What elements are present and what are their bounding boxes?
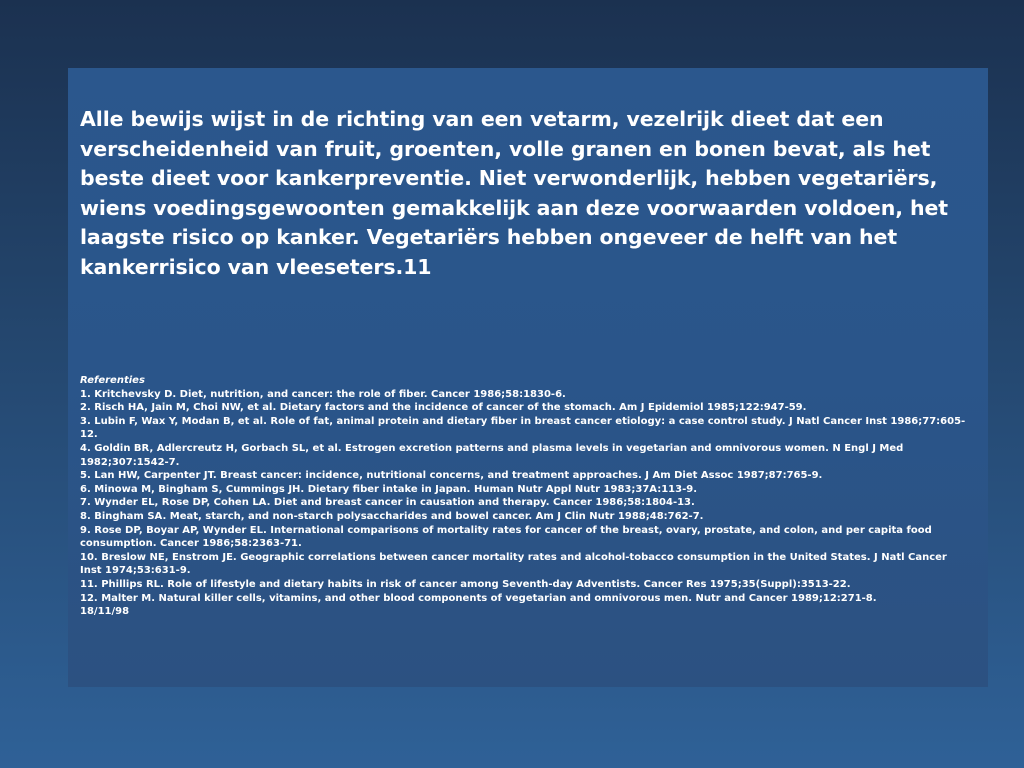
references-section [80, 374, 970, 619]
reference-item: 6. Minowa M, Bingham S, Cummings JH. Dietary fiber intake in Japan. Human Nutr Appl Nutr 1983;37A:113-9. [80, 483, 697, 495]
reference-item: 11. Phillips RL. Role of lifestyle and dietary habits in risk of cancer among Seventh-day Adventists. Cancer Res 1975;35(Suppl):3513-22. [80, 578, 851, 590]
references-list [80, 388, 970, 606]
references-heading: Referenties [80, 375, 145, 386]
slide-content-panel [68, 68, 988, 687]
reference-item: 9. Rose DP, Boyar AP, Wynder EL. International comparisons of mortality rates for cancer of the breast, ovary, prostate, and colon, and per capita food consumption. Cancer 1986;58:2363-71. [80, 524, 932, 550]
reference-item: 7. Wynder EL, Rose DP, Cohen LA. Diet and breast cancer in causation and therapy. Cancer 1986;58:1804-13. [80, 497, 695, 509]
reference-item: 4. Goldin BR, Adlercreutz H, Gorbach SL, et al. Estrogen excretion patterns and plasma levels in vegetarian and omnivorous women. N Engl J Med 1982;307:1542-7. [80, 442, 904, 468]
reference-item: 8. Bingham SA. Meat, starch, and non-starch polysaccharides and bowel cancer. Am J Clin Nutr 1988;48:762-7. [80, 510, 704, 522]
reference-item: 2. Risch HA, Jain M, Choi NW, et al. Dietary factors and the incidence of cancer of the stomach. Am J Epidemiol 1985;122:947-59. [80, 402, 807, 414]
slide-date: 18/11/98 [80, 606, 130, 618]
reference-item: 10. Breslow NE, Enstrom JE. Geographic correlations between cancer mortality rates and alcohol-tobacco consumption in the United States. J Natl Cancer Inst 1974;53:631-9. [80, 551, 947, 577]
reference-item: 5. Lan HW, Carpenter JT. Breast cancer: incidence, nutritional concerns, and treatment approaches. J Am Diet Assoc 1987;87:765-9. [80, 470, 823, 482]
main-statement: Alle bewijs wijst in de richting van een vetarm, vezelrijk dieet dat een verscheidenheid van fruit, groenten, volle granen en bonen bevat, als het beste dieet voor kankerpreventie. Niet verwonderlijk, hebben vegetariërs, wiens voedingsgewoonten gemakkelijk aan deze voorwaarden voldoen, het laagste risico op kanker. Vegetariërs hebben ongeveer de helft van het kankerrisico van vleeseters.11 [80, 107, 948, 279]
reference-item: 3. Lubin F, Wax Y, Modan B, et al. Role of fat, animal protein and dietary fiber in breast cancer etiology: a case control study. J Natl Cancer Inst 1986;77:605-12. [80, 415, 966, 441]
reference-item: 1. Kritchevsky D. Diet, nutrition, and cancer: the role of fiber. Cancer 1986;58:1830-6. [80, 388, 566, 400]
reference-item: 12. Malter M. Natural killer cells, vitamins, and other blood components of vegetarian and omnivorous men. Nutr and Cancer 1989;12:271-8. [80, 592, 877, 604]
